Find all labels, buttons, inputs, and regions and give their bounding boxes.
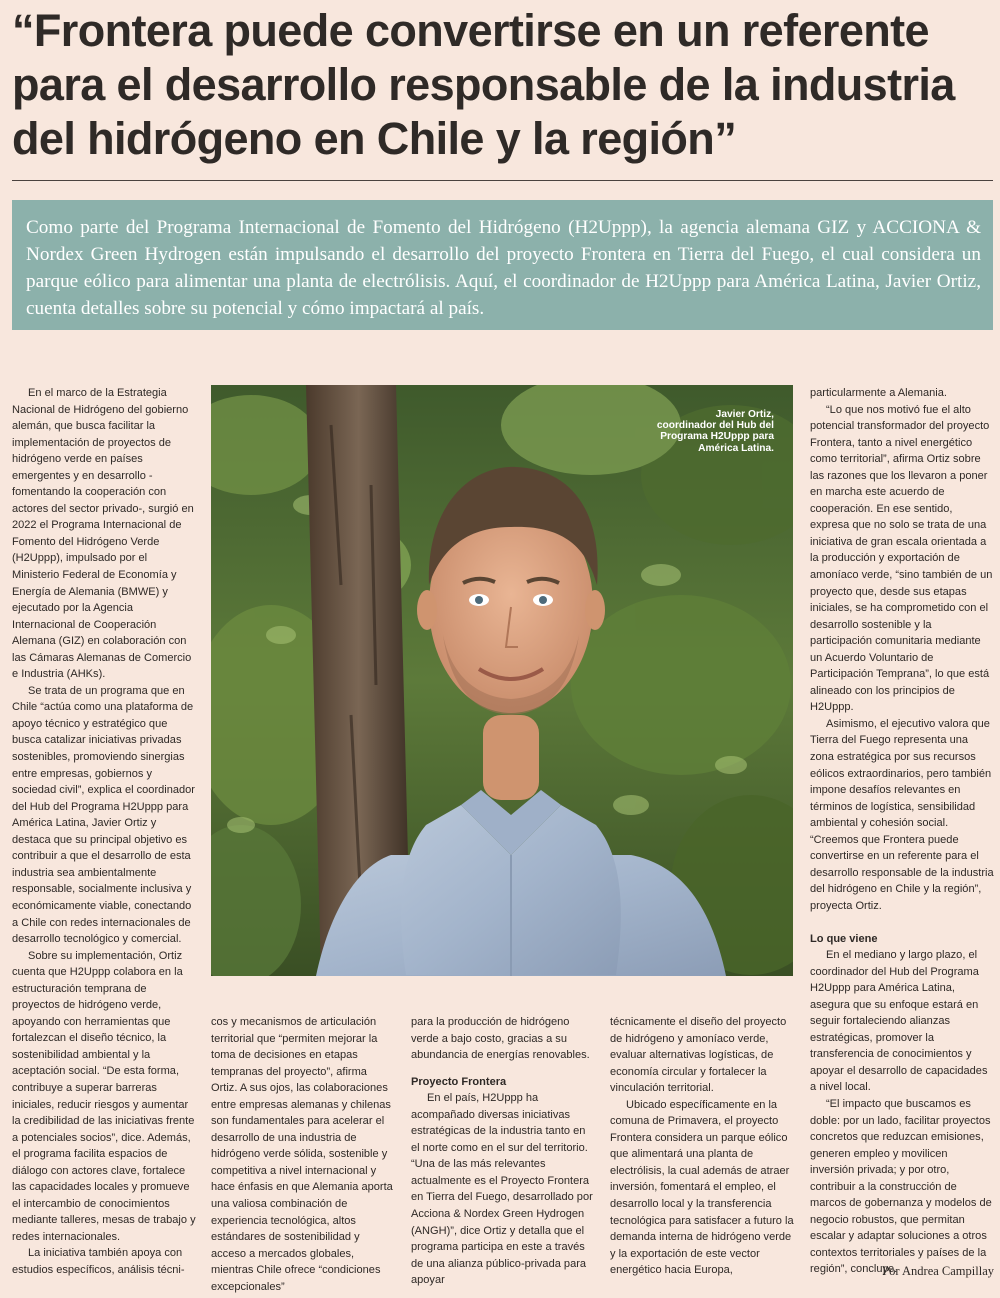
- article-column-2: [211, 1014, 395, 1295]
- portrait-illustration: [211, 385, 793, 976]
- body-paragraph: En el mediano y largo plazo, el coordinador del Hub del Programa H2Uppp para América Latina, asegura que su enfoque estará en seguir fortaleciendo alianzas estratégicas, promover la transferencia de conocimientos y apoyar el desarrollo de capacidades a nivel local.: [810, 949, 988, 1094]
- body-paragraph: Sobre su implementación, Ortiz cuenta que H2Uppp colabora en la estructuración temprana de proyectos de hidrógeno verde, apoyando con herramientas que fortalezcan el diseño técnico, la sostenibilidad ambiental y la aceptación social. “De esta forma, contribuye a superar barreras iniciales, reducir riesgos y aumentar la credibilidad de las iniciativas frente a potenciales socios”, dice. Además, el programa facilita espacios de diálogo con actores clave, fortalece las capacidades locales y promueve el intercambio de conocimientos mediante talleres, mesas de trabajo y redes internacionales.: [12, 949, 196, 1243]
- body-paragraph: En el país, H2Uppp ha acompañado diversas iniciativas estratégicas de la industria tanto en el norte como en el sur del territorio. “Una de las más relevantes actualmente es el Proyecto Frontera en Tierra del Fuego, desarrollado por Acciona & Nordex Green Hydrogen (ANGH)”, dice Ortiz y detalla que el programa participa en este a través de una alianza público-privada para apoyar: [411, 1092, 593, 1287]
- body-paragraph: “Lo que nos motivó fue el alto potencial transformador del proyecto Frontera, tanto a nivel energético como territorial”, afirma Ortiz sobre las razones que los llevaron a poner en marcha este acuerdo de cooperación. En ese sentido, expresa que no solo se trata de una iniciativa de gran escala orientada a la producción y exportación de amoníaco verde, “sino también de un proyecto que, desde sus etapas iniciales, se ha comprometido con el desarrollo sostenible y la participación comunitaria mediante un Acuerdo Voluntario de Participación Temprana”, lo que está alineado con los principios de H2Uppp.: [810, 403, 993, 714]
- headline: “Frontera puede convertirse en un referente para el desarrollo responsable de la industria del hidrógeno en Chile y la región”: [12, 5, 955, 164]
- lead-paragraph: Como parte del Programa Internacional de Fomento del Hidrógeno (H2Uppp), la agencia alemana GIZ y ACCIONA & Nordex Green Hydrogen están impulsando el desarrollo del proyecto Frontera en Tierra del Fuego, el cual considera un parque eólico para alimentar una planta de electrólisis. Aquí, el coordinador de H2Uppp para América Latina, Javier Ortiz, cuenta detalles sobre su potencial y cómo impactará al país.: [26, 217, 981, 319]
- body-paragraph: “El impacto que buscamos es doble: por un lado, facilitar proyectos concretos que reduzcan emisiones, generen empleo y movilicen inversión privada; y por otro, contribuir a la construcción de marcos de gobernanza y modelos de negocio robustos, que permitan escalar y adaptar soluciones a otros contextos territoriales y países de la región”, concluye.: [810, 1097, 992, 1276]
- photo-caption: Javier Ortiz, coordinador del Hub del Programa H2Uppp para América Latina.: [656, 409, 774, 454]
- body-paragraph: cos y mecanismos de articulación territorial que “permiten mejorar la toma de decisiones en etapas tempranas del proyecto”, afirma Ortiz. A sus ojos, las colaboraciones entre empresas alemanas y chilenas son fundamentales para acelerar el desarrollo de una industria de hidrógeno verde sólida, sostenible y competitiva a nivel internacional y hace énfasis en que Alemania aporta una valiosa combinación de experiencia tecnológica, altos estándares de sostenibilidad y acceso a mercados globales, mientras Chile ofrece “condiciones excepcionales”: [211, 1016, 393, 1293]
- byline: Por Andrea Campillay: [882, 1264, 994, 1278]
- body-paragraph: Asimismo, el ejecutivo valora que Tierra del Fuego representa una zona estratégica por sus recursos eólicos extraordinarios, pero también impone desafíos relevantes en términos de logística, sensibilidad ambiental y cohesión social. “Creemos que Frontera puede convertirse en un referente para el desarrollo responsable de la industria del hidrógeno en Chile y la región”, proyecta Ortiz.: [810, 717, 994, 912]
- body-paragraph: particularmente a Alemania.: [810, 387, 947, 399]
- body-paragraph: para la producción de hidrógeno verde a bajo costo, gracias a su abundancia de energías renovables.: [411, 1016, 590, 1062]
- article-column-1: [12, 385, 196, 1279]
- body-paragraph: Ubicado específicamente en la comuna de Primavera, el proyecto Frontera considera un parque eólico que alimentará una planta de electrólisis, la cual además de atraer inversión, fomentará el empleo, el desarrollo local y la transferencia tecnológica para satisfacer a futuro la demanda interna de hidrógeno verde y la exportación de este vector energético hacia Europa,: [610, 1098, 794, 1277]
- headline-divider: [12, 180, 993, 181]
- portrait-photo: [211, 385, 793, 976]
- section-heading-proyecto-frontera: Proyecto Frontera: [411, 1075, 507, 1088]
- body-paragraph: técnicamente el diseño del proyecto de hidrógeno y amoníaco verde, evaluar alternativas logísticas, de economía circular y fortalecer la vinculación territorial.: [610, 1016, 787, 1095]
- body-paragraph: La iniciativa también apoya con estudios específicos, análisis técni-: [12, 1247, 185, 1276]
- section-heading-lo-que-viene: Lo que viene: [810, 932, 878, 945]
- article-column-5: [810, 385, 994, 1278]
- lead-box: [12, 200, 993, 330]
- body-paragraph: Se trata de un programa que en Chile “actúa como una plataforma de apoyo técnico y estratégico que busca catalizar iniciativas privadas sostenibles, promoviendo sinergias entre empresas, gobiernos y sociedad civil”, explica el coordinador del Hub del Programa H2Uppp para América Latina, Javier Ortiz y destaca que su principal objetivo es contribuir a que el desarrollo de esta industria sea ambientalmente responsable, socialmente inclusiva y económicamente viable, conectando a Chile con redes internacionales de desarrollo tecnológico y comercial.: [12, 684, 195, 946]
- body-paragraph: En el marco de la Estrategia Nacional de Hidrógeno del gobierno alemán, que busca facilitar la implementación de proyectos de hidrógeno verde en países emergentes y en desarrollo -fomentando la cooperación con actores del sector privado-, surgió en 2022 el Programa Internacional de Fomento del Hidrógeno Verde (H2Uppp), impulsado por el Ministerio Federal de Economía y Energía de Alemania (BMWE) y ejecutado por la Agencia Internacional de Cooperación Alemana (GIZ) en colaboración con las Cámaras Alemanas de Comercio e Industria (AHKs).: [12, 387, 194, 681]
- article-column-4: [610, 1014, 794, 1279]
- article-column-3: [411, 1014, 595, 1289]
